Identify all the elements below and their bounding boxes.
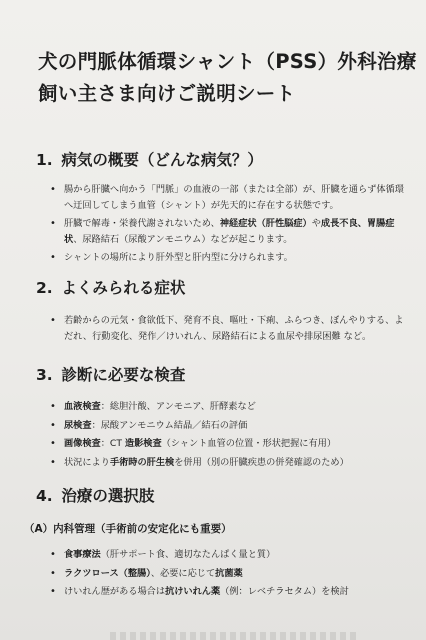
section-1-heading <box>36 148 263 170</box>
list-item <box>48 436 408 452</box>
bold-text: ラクツロース（整腸） <box>64 567 151 579</box>
section-3-list <box>48 399 408 473</box>
list-item <box>48 182 408 213</box>
section-3-heading <box>36 363 185 385</box>
bold-text: 造影検査 <box>124 438 162 449</box>
text: ：尿酸アンモニウム結晶／結石の評価 <box>91 419 248 431</box>
text: を併用（別の肝臓疾患の併発確認のため） <box>174 456 349 468</box>
section-title: 病気の概要（どんな病気？） <box>61 151 263 169</box>
text: （シャント血管の位置・形状把握に有用） <box>161 438 337 449</box>
section-2-heading <box>36 276 185 298</box>
text: 状況により <box>64 456 110 468</box>
bold-text: 画像検査 <box>64 438 101 449</box>
text: 、尿路結石（尿酸アンモニウム）などが起こります。 <box>73 233 293 245</box>
section-1-list <box>48 182 408 269</box>
text: や <box>311 218 321 229</box>
list-item <box>48 455 408 471</box>
section-4-list <box>48 547 408 603</box>
bold-text: 抗菌薬 <box>215 567 243 579</box>
text: 、必要に応じて <box>150 567 216 579</box>
section-number: 4. <box>36 487 53 505</box>
text: ：CT <box>100 438 125 449</box>
section-title: 診断に必要な検査 <box>61 366 186 384</box>
bold-text: 成長不良、胃腸症状 <box>64 218 395 245</box>
section-2-list <box>48 313 408 347</box>
text: シャントの場所により肝外型と肝内型に分けられます。 <box>64 252 293 263</box>
cut-off-footer-text <box>110 632 360 640</box>
list-item <box>48 566 408 582</box>
text: 肝臓で解毒・栄養代謝されないため、 <box>64 218 220 229</box>
section-title: よくみられる症状 <box>61 279 186 297</box>
section-number: 2. <box>36 279 53 297</box>
text: （例：レベチラセタム）を検討 <box>220 586 349 597</box>
title-line-2: 飼い主さま向けご説明シート <box>38 82 296 105</box>
bold-text: 手術時の肝生検 <box>109 456 175 468</box>
bold-text: 尿検査 <box>64 419 92 431</box>
bold-text: 抗けいれん薬 <box>165 586 221 597</box>
document-title <box>38 48 417 108</box>
section-4-subheading: （A）内科管理（手術前の安定化にも重要） <box>24 523 232 535</box>
text: けいれん歴がある場合は <box>64 586 166 597</box>
list-item <box>48 250 408 266</box>
list-item <box>48 399 408 415</box>
list-item <box>48 584 408 600</box>
list-item <box>48 216 408 247</box>
bold-text: 血液検査 <box>64 401 101 412</box>
section-title: 治療の選択肢 <box>61 487 155 505</box>
section-4-heading <box>36 484 154 506</box>
text: （肝サポート食、適切なたんぱく量と質） <box>100 549 276 560</box>
bold-text: 神経症状（肝性脳症） <box>219 218 312 229</box>
title-line-1: 犬の門脈体循環シャント（PSS）外科治療 <box>38 50 417 73</box>
section-number: 1. <box>36 151 53 169</box>
text: 若齢からの元気・食欲低下、発育不良、嘔吐・下痢、ふらつき、ぼんやりする、よだれ、行動変化、発作／けいれん、尿路結石による血尿や排尿困難 など。 <box>64 315 404 342</box>
list-item <box>48 418 408 434</box>
section-number: 3. <box>36 366 53 384</box>
list-item <box>48 547 408 563</box>
text: 腸から肝臓へ向かう「門脈」の血液の一部（または全部）が、肝臓を通らず体循環へ迂回してしまう血管（シャント）が先天的に存在する状態です。 <box>64 184 404 211</box>
list-item <box>48 313 408 344</box>
text: ：総胆汁酸、アンモニア、肝酵素など <box>100 401 256 412</box>
bold-text: 食事療法 <box>64 549 101 560</box>
